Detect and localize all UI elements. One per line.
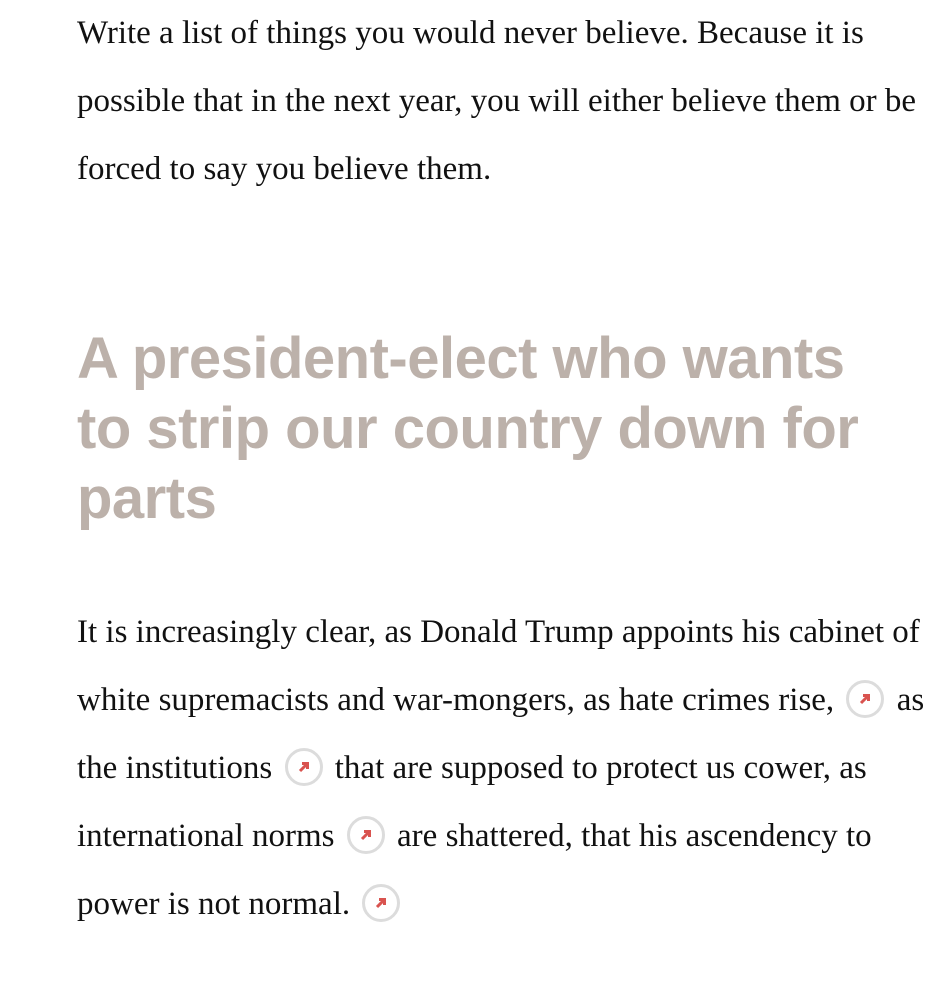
- heading-line: parts: [77, 466, 217, 531]
- arrow-up-right-icon: [374, 896, 388, 910]
- arrow-up-right-icon: [858, 692, 872, 706]
- arrow-up-right-icon: [297, 760, 311, 774]
- intro-paragraph: Write a list of things you would never believe. Because it is possible that in the next year, you will either believe them or be forced to say you believe them.: [77, 15, 917, 187]
- heading-line: to strip our country down for: [77, 396, 859, 461]
- source-link[interactable]: [347, 816, 385, 854]
- text-segment: that are supposed to protect us cower, as international norms: [77, 750, 867, 854]
- article-body: [77, 0, 927, 938]
- text-segment: are shattered, that his ascendency to power is not normal.: [77, 818, 872, 922]
- source-link[interactable]: [285, 748, 323, 786]
- text-segment: as the institutions: [77, 682, 925, 786]
- section-heading: [77, 324, 927, 534]
- heading-line: A president-elect who wants: [77, 326, 845, 391]
- arrow-up-right-icon: [359, 828, 373, 842]
- body-paragraph: [77, 598, 927, 938]
- text-segment: It is increasingly clear, as Donald Trump appoints his cabinet of white supremacists and war-mongers, as hate crimes rise,: [77, 614, 920, 718]
- source-link[interactable]: [846, 680, 884, 718]
- source-link[interactable]: [362, 884, 400, 922]
